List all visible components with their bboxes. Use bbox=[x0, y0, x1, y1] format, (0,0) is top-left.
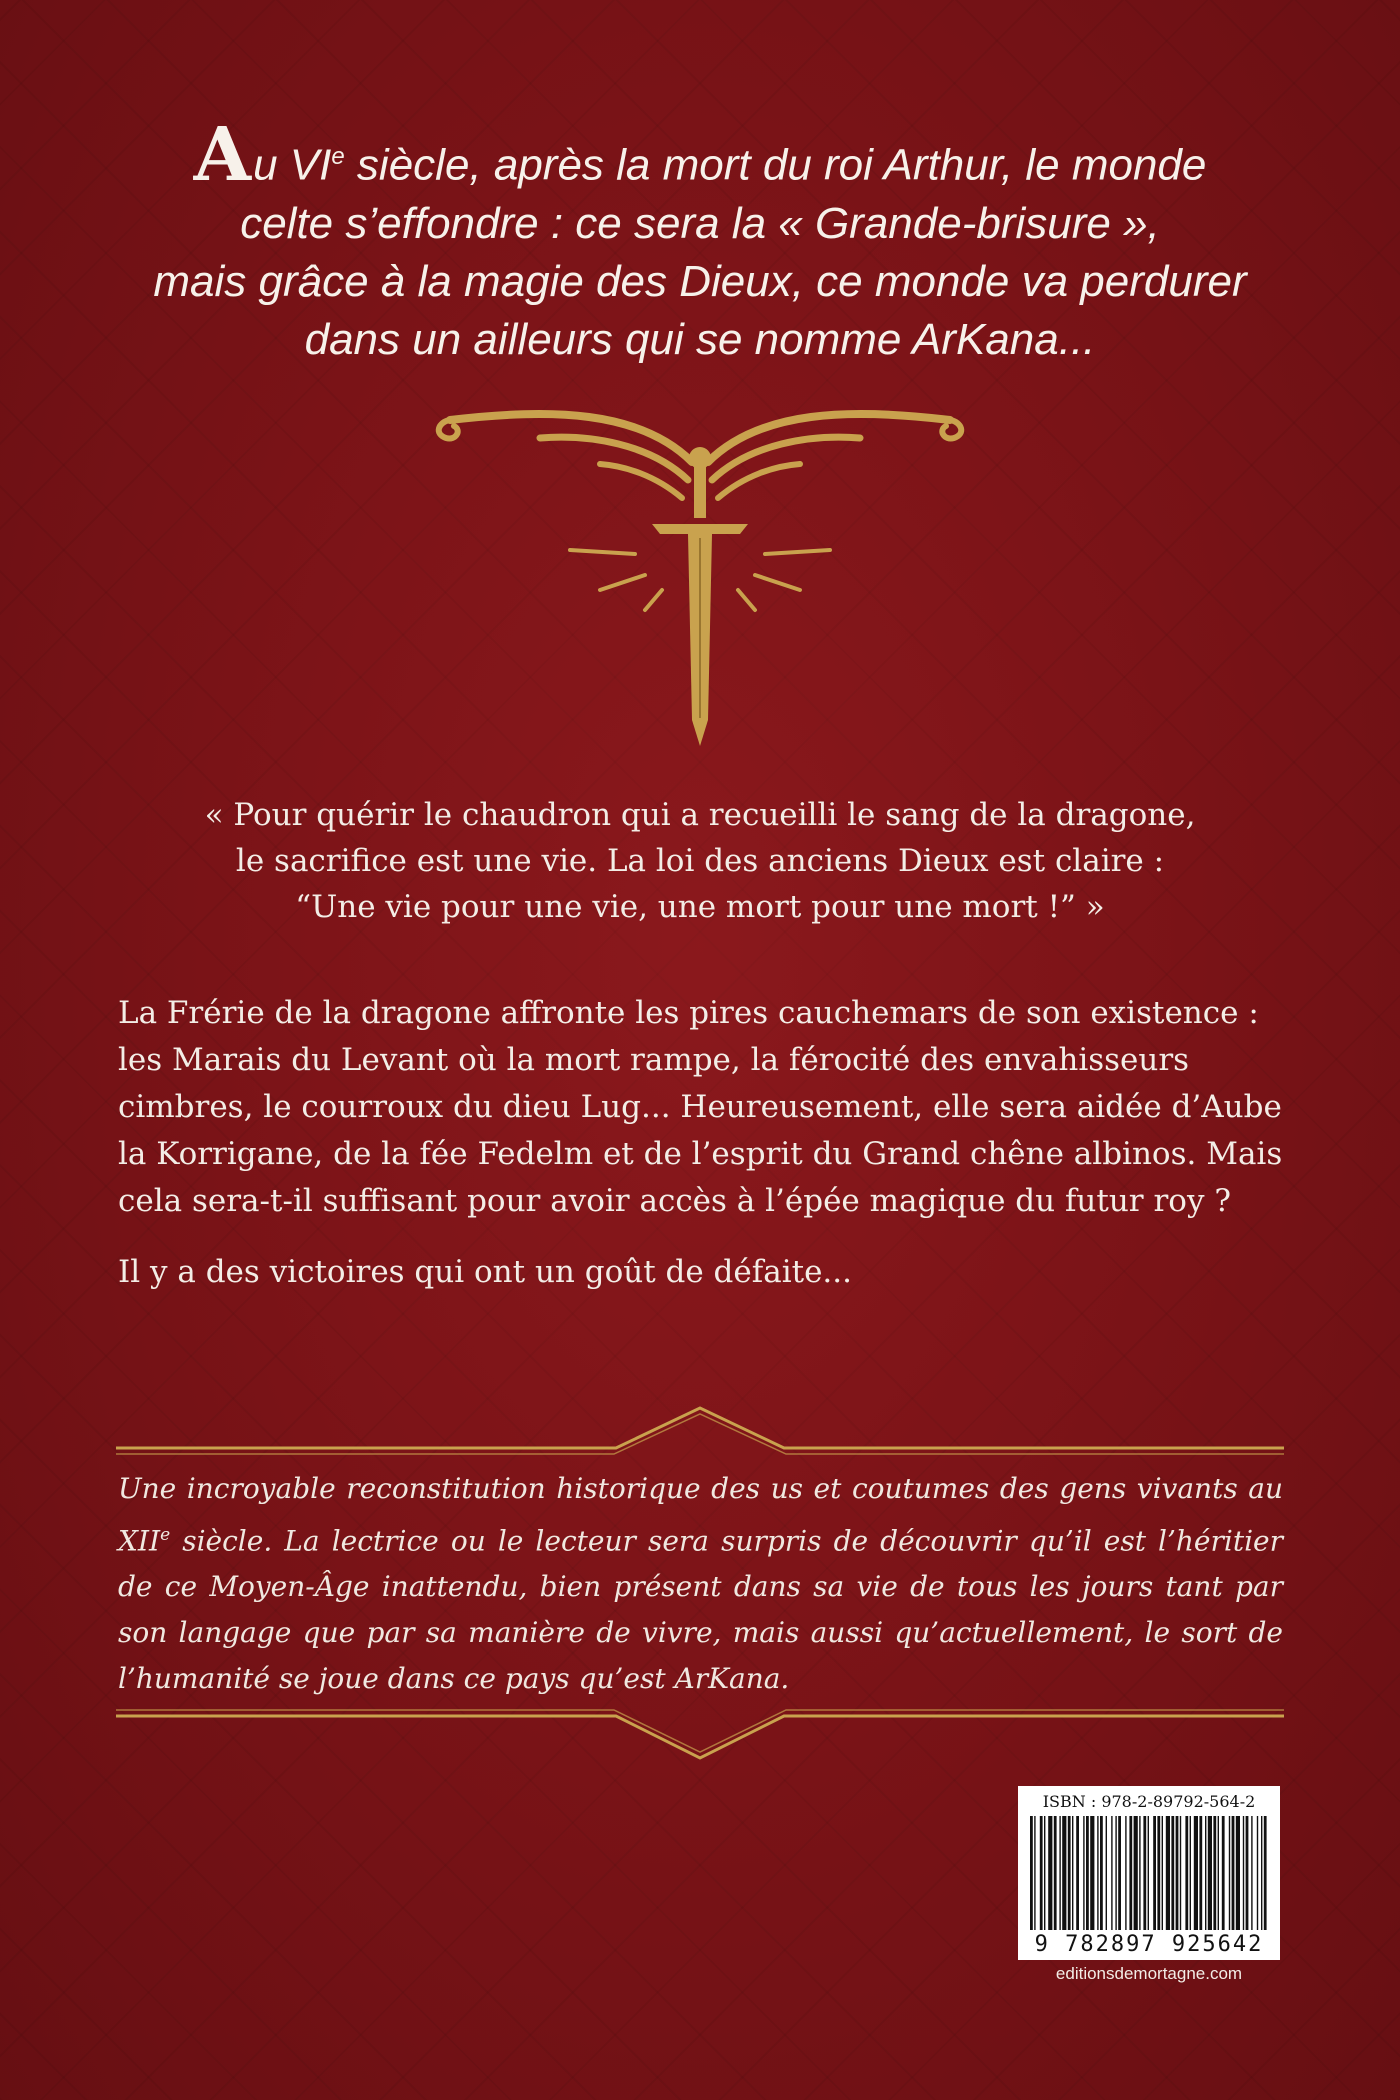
blurb-start: Une incroyable reconstitution historique des us et coutumes des gens vivants au XII bbox=[118, 1472, 1283, 1558]
barcode-bars bbox=[1028, 1816, 1270, 1930]
quote-line-1: « Pour quérir le chaudron qui a recueilli le sang de la dragone, bbox=[204, 797, 1196, 833]
quote-line-3: “Une vie pour une vie, une mort pour une mort !” » bbox=[295, 889, 1105, 925]
barcode-box bbox=[1018, 1786, 1280, 1960]
intro-paragraph bbox=[150, 111, 1250, 369]
intro-superscript: e bbox=[331, 143, 345, 170]
intro-line-2: celte s’effondre : ce sera la « Grande-brisure », bbox=[240, 198, 1160, 248]
winged-sword-icon bbox=[430, 400, 970, 760]
drop-cap: A bbox=[193, 111, 252, 198]
intro-line-1-start: u VI bbox=[253, 140, 332, 190]
blurb-end: siècle. La lectrice ou le lecteur sera surpris de découvrir qu’il est l’héritier de ce Moyen-Âge inattendu, bien présent dans sa vie de tous les jours tant par son langage que par sa manière de vivre, mais aussi qu’actuellement, le sort de l’humanité se joue dans ce pays qu’est ArKana. bbox=[118, 1524, 1283, 1696]
divider-bottom bbox=[116, 1702, 1284, 1772]
blurb-superscript: e bbox=[160, 1525, 171, 1545]
intro-line-1 bbox=[150, 111, 1250, 198]
intro-line-3: mais grâce à la magie des Dieux, ce monde va perdurer bbox=[153, 256, 1247, 306]
synopsis bbox=[118, 990, 1283, 1320]
synopsis-paragraph-1: La Frérie de la dragone affronte les pires cauchemars de son existence : les Marais du Levant où la mort rampe, la férocité des envahisseurs cimbres, le courroux du dieu Lug... Heureusement, elle sera aidée d’Aube la Korrigane, de la fée Fedelm et de l’esprit du Grand chêne albinos. Mais cela sera-t-il suffisant pour avoir accès à l’épée magique du futur roy ? bbox=[118, 995, 1283, 1219]
quote-block bbox=[120, 792, 1280, 930]
blurb-paragraph bbox=[118, 1466, 1283, 1702]
isbn-label: ISBN : 978-2-89792-564-2 bbox=[1042, 1792, 1256, 1811]
intro-line-4: dans un ailleurs qui se nomme ArKana... bbox=[304, 314, 1096, 364]
isbn-digits: 9 782897 925642 bbox=[1034, 1932, 1264, 1957]
intro-line-1-end: siècle, après la mort du roi Arthur, le monde bbox=[344, 140, 1207, 190]
quote-line-2: le sacrifice est une vie. La loi des anciens Dieux est claire : bbox=[235, 843, 1165, 879]
synopsis-paragraph-2: Il y a des victoires qui ont un goût de défaite... bbox=[118, 1254, 852, 1290]
divider-top bbox=[116, 1396, 1284, 1466]
publisher-website[interactable]: editionsdemortagne.com bbox=[1055, 1964, 1243, 1983]
